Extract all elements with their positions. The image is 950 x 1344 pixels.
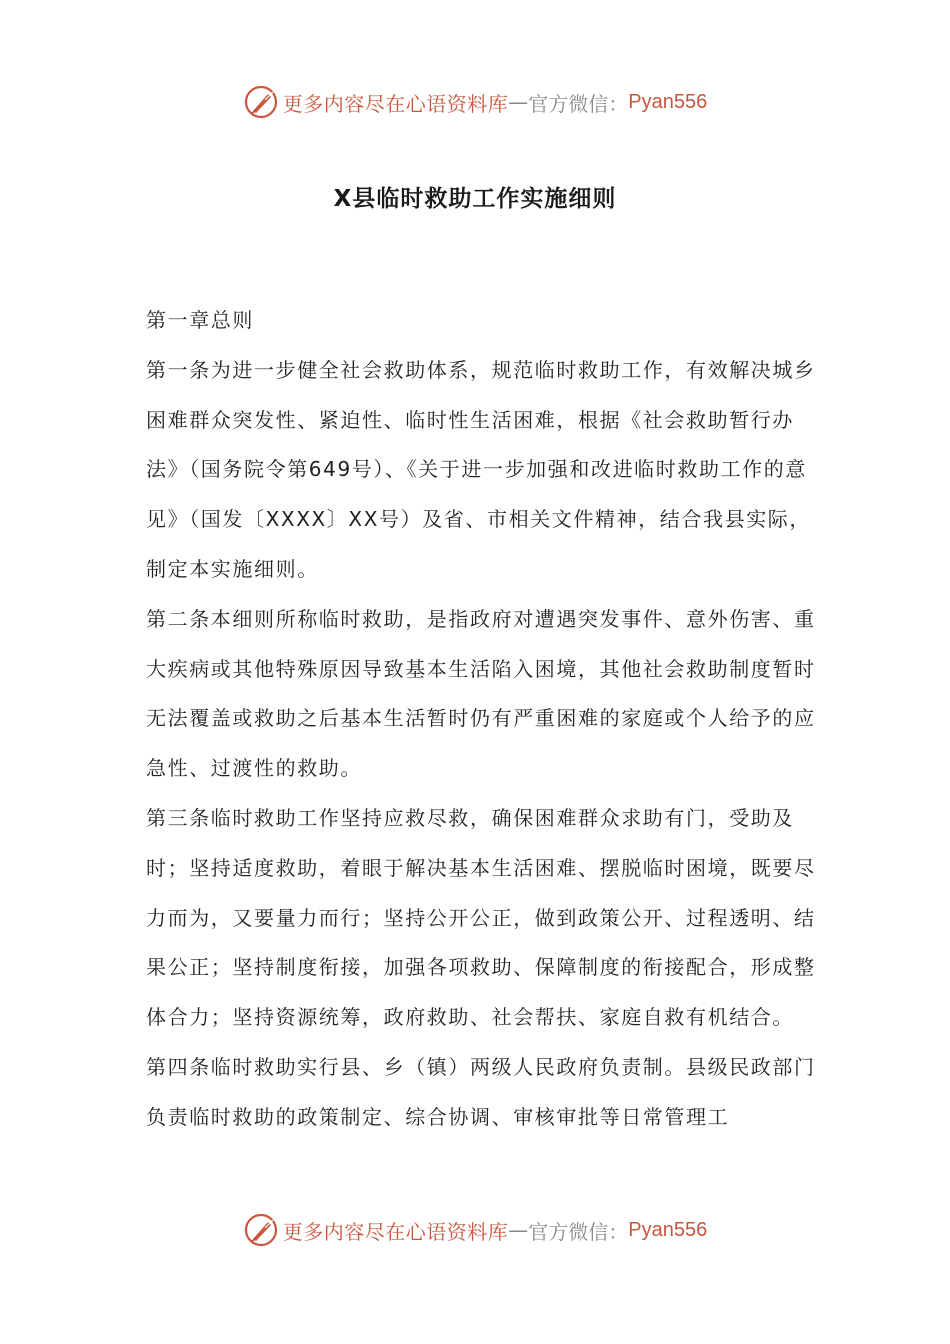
- banner-separator: —: [508, 1218, 529, 1242]
- paragraph-article-4: 第四条临时救助实行县、乡（镇）两级人民政府负责制。县级民政部门负责临时救助的政策制定、综合协调、审核审批等日常管理工: [146, 1054, 816, 1129]
- header-watermark-banner: [0, 82, 950, 122]
- paragraph-article-2: 第二条本细则所称临时救助，是指政府对遭遇突发事件、意外伤害、重大疾病或其他特殊原因导致基本生活陷入困境，其他社会救助制度暂时无法覆盖或救助之后基本生活暂时仍有严重困难的家庭或个人给予的应急性、过渡性的救助。: [146, 606, 816, 781]
- banner-wechat-label: 官方微信：: [528, 91, 629, 116]
- banner-wechat-id: Pyan556: [628, 1218, 708, 1241]
- quill-pen-logo-icon: [243, 84, 279, 120]
- paragraph-article-3: 第三条临时救助工作坚持应救尽救，确保困难群众求助有门，受助及时；坚持适度救助，着眼于解决基本生活困难、摆脱临时困境，既要尽力而为，又要量力而行；坚持公开公正，做到政策公开、过程透明、结果公正；坚持制度衔接，加强各项救助、保障制度的衔接配合，形成整体合力；坚持资源统筹，政府救助、社会帮扶、家庭自救有机结合。: [146, 805, 816, 1030]
- document-body: [146, 296, 816, 1143]
- document-title: X县临时救助工作实施细则: [333, 186, 617, 212]
- banner-brand-text: 更多内容尽在心语资料库: [282, 91, 509, 116]
- footer-watermark-banner: [0, 1210, 950, 1250]
- paragraph-article-1: 第一条为进一步健全社会救助体系，规范临时救助工作，有效解决城乡困难群众突发性、紧迫性、临时性生活困难，根据《社会救助暂行办法》（国务院令第649号）、《关于进一步加强和改进临时救助工作的意见》（国发〔XXXX〕XX号）及省、市相关文件精神，结合我县实际，制定本实施细则。: [146, 357, 816, 581]
- banner-brand-text: 更多内容尽在心语资料库: [282, 1219, 509, 1244]
- banner-separator: —: [508, 90, 529, 114]
- chapter-heading: 第一章总则: [146, 308, 254, 332]
- banner-wechat-label: 官方微信：: [528, 1219, 629, 1244]
- quill-pen-logo-icon: [243, 1212, 279, 1248]
- banner-wechat-id: Pyan556: [628, 90, 708, 113]
